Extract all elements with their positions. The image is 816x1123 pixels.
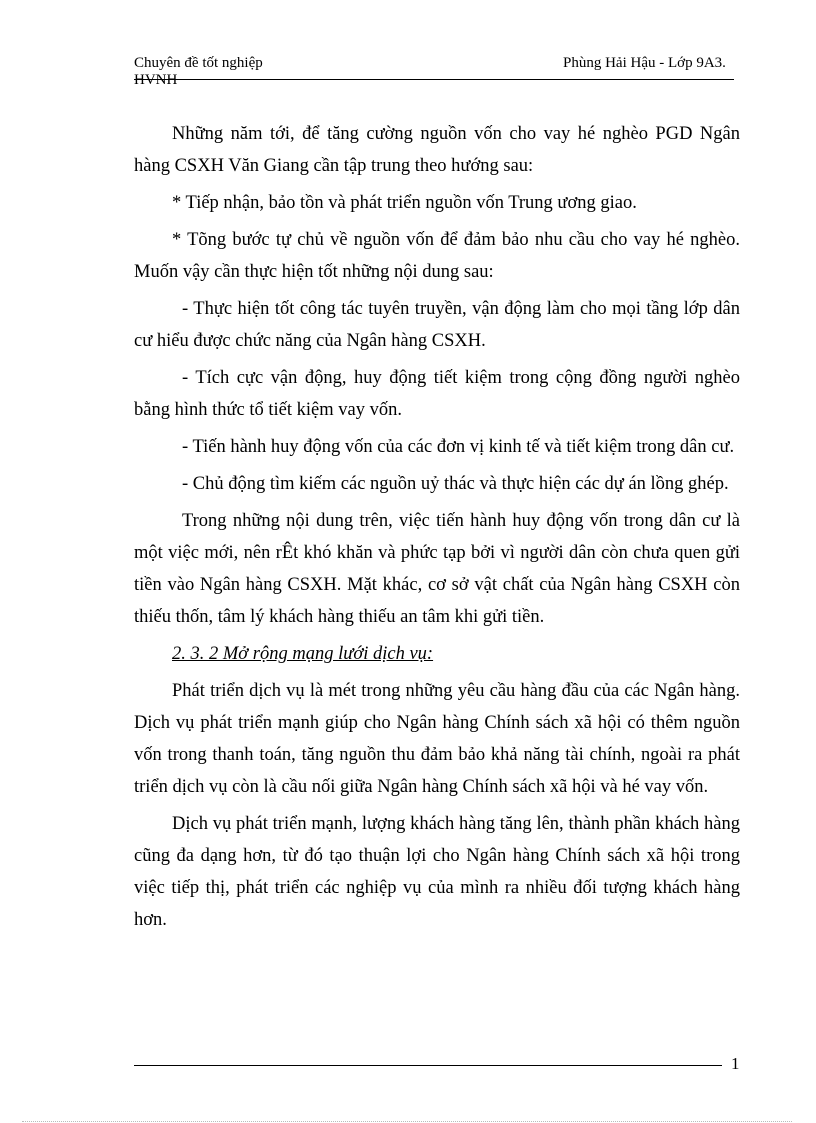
section-heading: 2. 3. 2 Mở rộng mạng lưới dịch vụ: xyxy=(172,644,434,664)
paragraph: Trong những nội dung trên, việc tiến hành huy động vốn trong dân cư là một việc mới, nên rÊt khó khăn và phức tạp bởi vì người dân còn chưa quen gửi tiền vào Ngân hàng CSXH. Mặt khác, cơ sở vật chất của Ngân hàng CSXH còn thiếu thốn, tâm lý khách hàng thiếu an tâm khi gửi tiền. xyxy=(134,511,740,627)
page-bottom-border xyxy=(22,1121,792,1122)
header-left xyxy=(134,55,263,89)
header-course-title: Chuyên đề tốt nghiệp xyxy=(134,55,263,71)
paragraph: Dịch vụ phát triển mạnh, lượng khách hàng tăng lên, thành phần khách hàng cũng đa dạng hơn, từ đó tạo thuận lợi cho Ngân hàng Chính sách xã hội trong việc tiếp thị, phát triển các nghiệp vụ của mình ra nhiều đối tượng khách hàng hơn. xyxy=(134,814,740,930)
footer-rule xyxy=(134,1065,722,1066)
header-author: Phùng Hải Hậu - Lớp 9A3. xyxy=(563,55,726,71)
paragraph: Phát triển dịch vụ là mét trong những yêu cầu hàng đầu của các Ngân hàng. Dịch vụ phát triển mạnh giúp cho Ngân hàng Chính sách xã hội có thêm nguồn vốn trong thanh toán, tăng nguồn thu đảm bảo khả năng tài chính, ngoài ra phát triển dịch vụ còn là cầu nối giữa Ngân hàng Chính sách xã hội và hé vay vốn. xyxy=(134,681,740,797)
list-item: - Tích cực vận động, huy động tiết kiệm trong cộng đồng người nghèo bằng hình thức tổ tiết kiệm vay vốn. xyxy=(134,368,740,420)
paragraph: * Tõng bước tự chủ về nguồn vốn để đảm bảo nhu cầu cho vay hé nghèo. Muốn vậy cần thực hiện tốt những nội dung sau: xyxy=(134,230,740,282)
paragraph: * Tiếp nhận, bảo tồn và phát triển nguồn vốn Trung ương giao. xyxy=(172,193,637,213)
list-item: - Tiến hành huy động vốn của các đơn vị kinh tế và tiết kiệm trong dân cư. xyxy=(182,437,735,457)
page-number: 1 xyxy=(731,1054,740,1073)
list-item: - Thực hiện tốt công tác tuyên truyền, vận động làm cho mọi tầng lớp dân cư hiểu được chức năng của Ngân hàng CSXH. xyxy=(134,299,740,351)
list-item: - Chủ động tìm kiếm các nguồn uỷ thác và thực hiện các dự án lồng ghép. xyxy=(182,474,729,494)
paragraph: Những năm tới, để tăng cường nguồn vốn cho vay hé nghèo PGD Ngân hàng CSXH Văn Giang cần tập trung theo hướng sau: xyxy=(134,124,740,176)
document-body xyxy=(134,118,740,941)
header-rule xyxy=(134,79,734,80)
header-institution: HVNH xyxy=(134,72,178,88)
